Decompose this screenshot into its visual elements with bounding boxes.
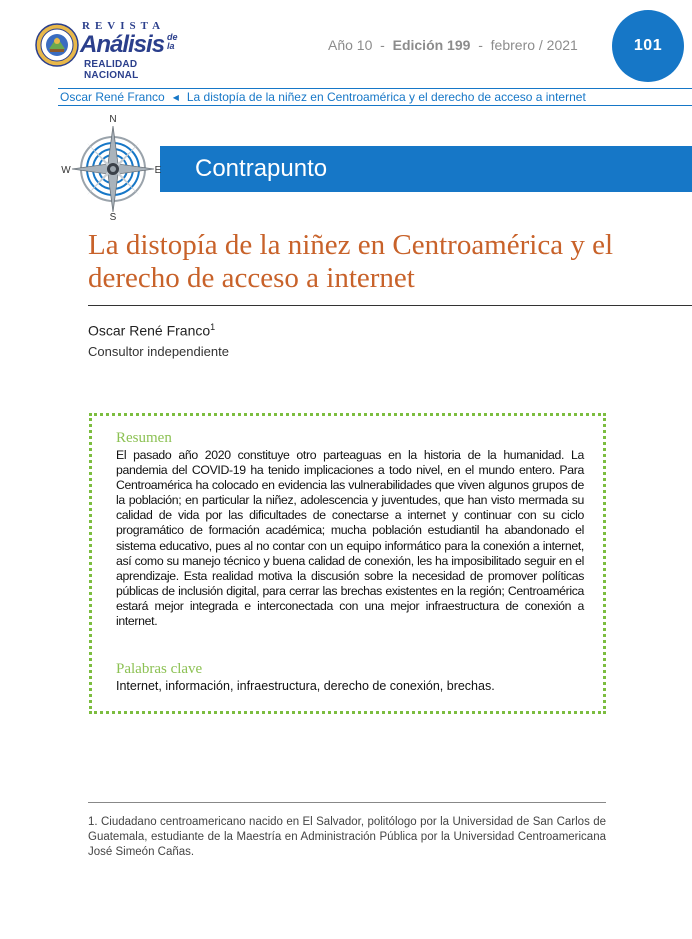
title-rule [88, 305, 692, 306]
issue-date: febrero / 2021 [490, 37, 578, 53]
left-triangle-icon: ◀ [172, 93, 179, 102]
issue-separator: - [380, 37, 385, 53]
keywords-heading: Palabras clave [116, 661, 203, 677]
running-head-rule-top [58, 88, 692, 89]
page-number: 101 [633, 37, 663, 54]
compass-east-label: E [154, 165, 162, 176]
magazine-realidad-nacional: REALIDAD NACIONAL [84, 59, 139, 81]
article-title: La distopía de la niñez en Centroamérica y el derecho de acceso a internet [88, 229, 614, 294]
compass-north-label: N [109, 114, 117, 125]
author-affiliation: Consultor independiente [88, 344, 229, 359]
article-author [88, 322, 215, 339]
footnote: 1. Ciudadano centroamericano nacido en El Salvador, politólogo por la Universidad de San Carlos de Guatemala, estudiante de la Maestría en Administración Pública por la Universidad Centroamericana José Simeón Cañas. [88, 816, 606, 858]
compass-rose-icon [60, 112, 168, 222]
magazine-analisis-word: Análisis [80, 31, 165, 58]
abstract-text: El pasado año 2020 constituye otro parteaguas en la historia de la humanidad. La pandemia del COVID-19 ha tenido implicaciones a todo nivel, en el mundo entero. Para Centroamérica ha colocado en evidencia las vulnerabilidades que viven algunos grupos de la población; en particular la niñez, adolescencia y juventudes, que han visto mermada su calidad de vida por las dificultades de conectarse a internet y continuar con su ciclo programático de formación académica; mucha población estudiantil ha abandonado el sistema educativo, pues al no contar con un equipo informático para la conexión a internet, así como su manejo técnico y buena calidad de conexión, les ha imposibilitado seguir en el aprendizaje. Esta realidad motiva la discusión sobre la necesidad de promover políticas públicas de inclusión digital, para cerrar las brechas existentes en la región; Centroamérica estará mejor integrada e interconectada con una mejor infraestructura de conexión a internet. [116, 448, 584, 629]
running-head-title: La distopía de la niñez en Centroamérica y el derecho de acceso a internet [186, 90, 586, 104]
issue-info [328, 37, 578, 53]
keywords-text: Internet, información, infraestructura, derecho de conexión, brechas. [116, 679, 495, 693]
journal-logo [30, 20, 190, 81]
compass-west-label: W [61, 165, 71, 176]
university-seal-icon [35, 23, 79, 67]
page-number-badge [612, 10, 684, 82]
running-head-rule-bottom [58, 105, 692, 106]
issue-separator: - [478, 37, 483, 53]
magazine-revista-word: REVISTA [82, 20, 166, 32]
issue-year: Año 10 [328, 37, 373, 53]
issue-edition: Edición 199 [392, 37, 471, 53]
compass-south-label: S [109, 212, 117, 222]
author-name: Oscar René Franco [88, 322, 211, 339]
abstract-heading: Resumen [116, 430, 172, 446]
magazine-de-la-words: de la [167, 32, 178, 51]
running-head [60, 90, 586, 104]
section-label: Contrapunto [195, 155, 328, 182]
running-head-author: Oscar René Franco [60, 90, 165, 104]
footnote-rule [88, 802, 606, 803]
author-footnote-marker: 1 [210, 322, 216, 332]
